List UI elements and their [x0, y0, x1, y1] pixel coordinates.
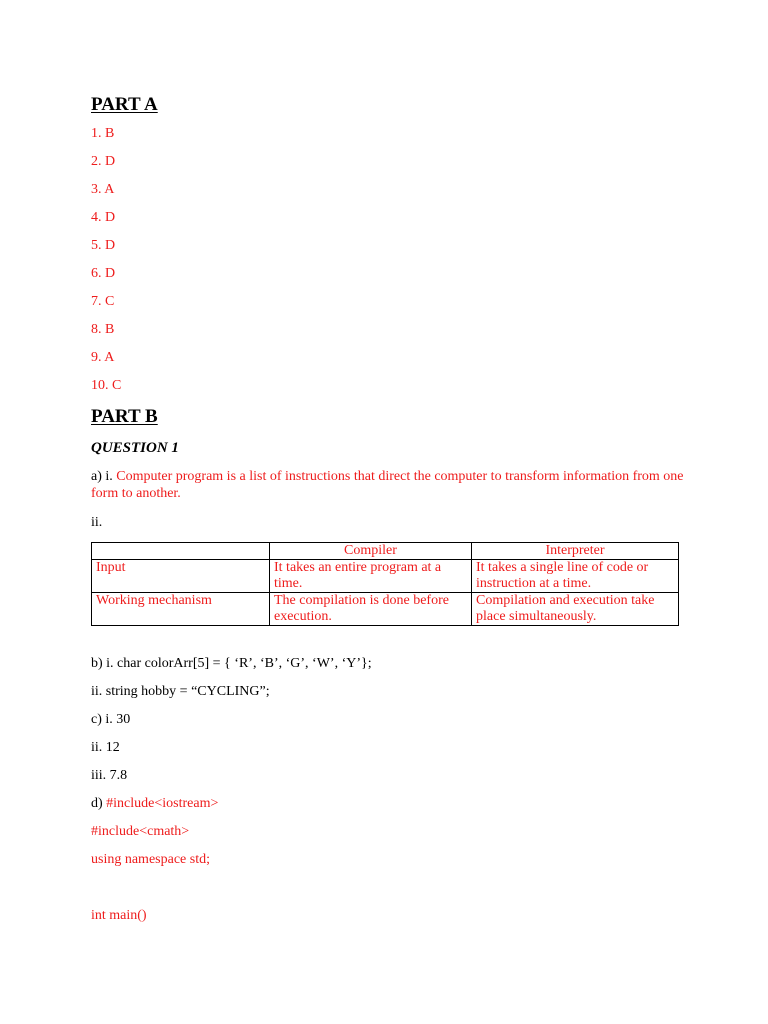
table-cell: It takes an entire program at a time.	[270, 560, 472, 593]
part-a-heading: PART A	[91, 94, 158, 115]
table-header-cell	[92, 543, 270, 560]
table-cell: The compilation is done before execution.	[270, 593, 472, 626]
question-c-i: c) i. 30	[91, 712, 131, 727]
table-header-row	[92, 543, 679, 560]
code-line: #include<iostream>	[106, 796, 219, 811]
answer-item: 6. D	[91, 266, 116, 281]
question-a-ii: ii.	[91, 515, 103, 530]
answer-item: 9. A	[91, 350, 115, 365]
answer-item: 10. C	[91, 378, 122, 393]
table-header-cell: Compiler	[270, 543, 472, 560]
table-row	[92, 560, 679, 593]
answer-item: 3. A	[91, 182, 115, 197]
part-b-heading: PART B	[91, 406, 158, 427]
question-a-prefix: a) i.	[91, 469, 117, 484]
question-c-ii: ii. 12	[91, 740, 120, 755]
answer-item: 8. B	[91, 322, 115, 337]
table-cell: Input	[92, 560, 270, 593]
question-a-i	[91, 468, 691, 502]
table-cell: Working mechanism	[92, 593, 270, 626]
answer-item: 7. C	[91, 294, 115, 309]
code-line: #include<cmath>	[91, 824, 190, 839]
table-cell: Compilation and execution take place simultaneously.	[472, 593, 679, 626]
code-line: int main()	[91, 908, 147, 923]
question-d-prefix: d)	[91, 796, 107, 811]
comparison-table	[91, 542, 679, 626]
answer-item: 4. D	[91, 210, 116, 225]
question-b-ii: ii. string hobby = “CYCLING”;	[91, 684, 270, 699]
question-c-iii: iii. 7.8	[91, 768, 128, 783]
question-b-i: b) i. char colorArr[5] = { ‘R’, ‘B’, ‘G’, ‘W’, ‘Y’};	[91, 656, 372, 671]
answer-item: 5. D	[91, 238, 116, 253]
question-d-line	[91, 795, 218, 812]
table-row	[92, 593, 679, 626]
table-header-cell: Interpreter	[472, 543, 679, 560]
answer-item: 2. D	[91, 154, 116, 169]
question-a-answer: Computer program is a list of instructions that direct the computer to transform information from one form to another.	[91, 469, 684, 501]
answer-item: 1. B	[91, 126, 115, 141]
question-title: QUESTION 1	[91, 440, 179, 456]
table-cell: It takes a single line of code or instruction at a time.	[472, 560, 679, 593]
code-line: using namespace std;	[91, 852, 210, 867]
